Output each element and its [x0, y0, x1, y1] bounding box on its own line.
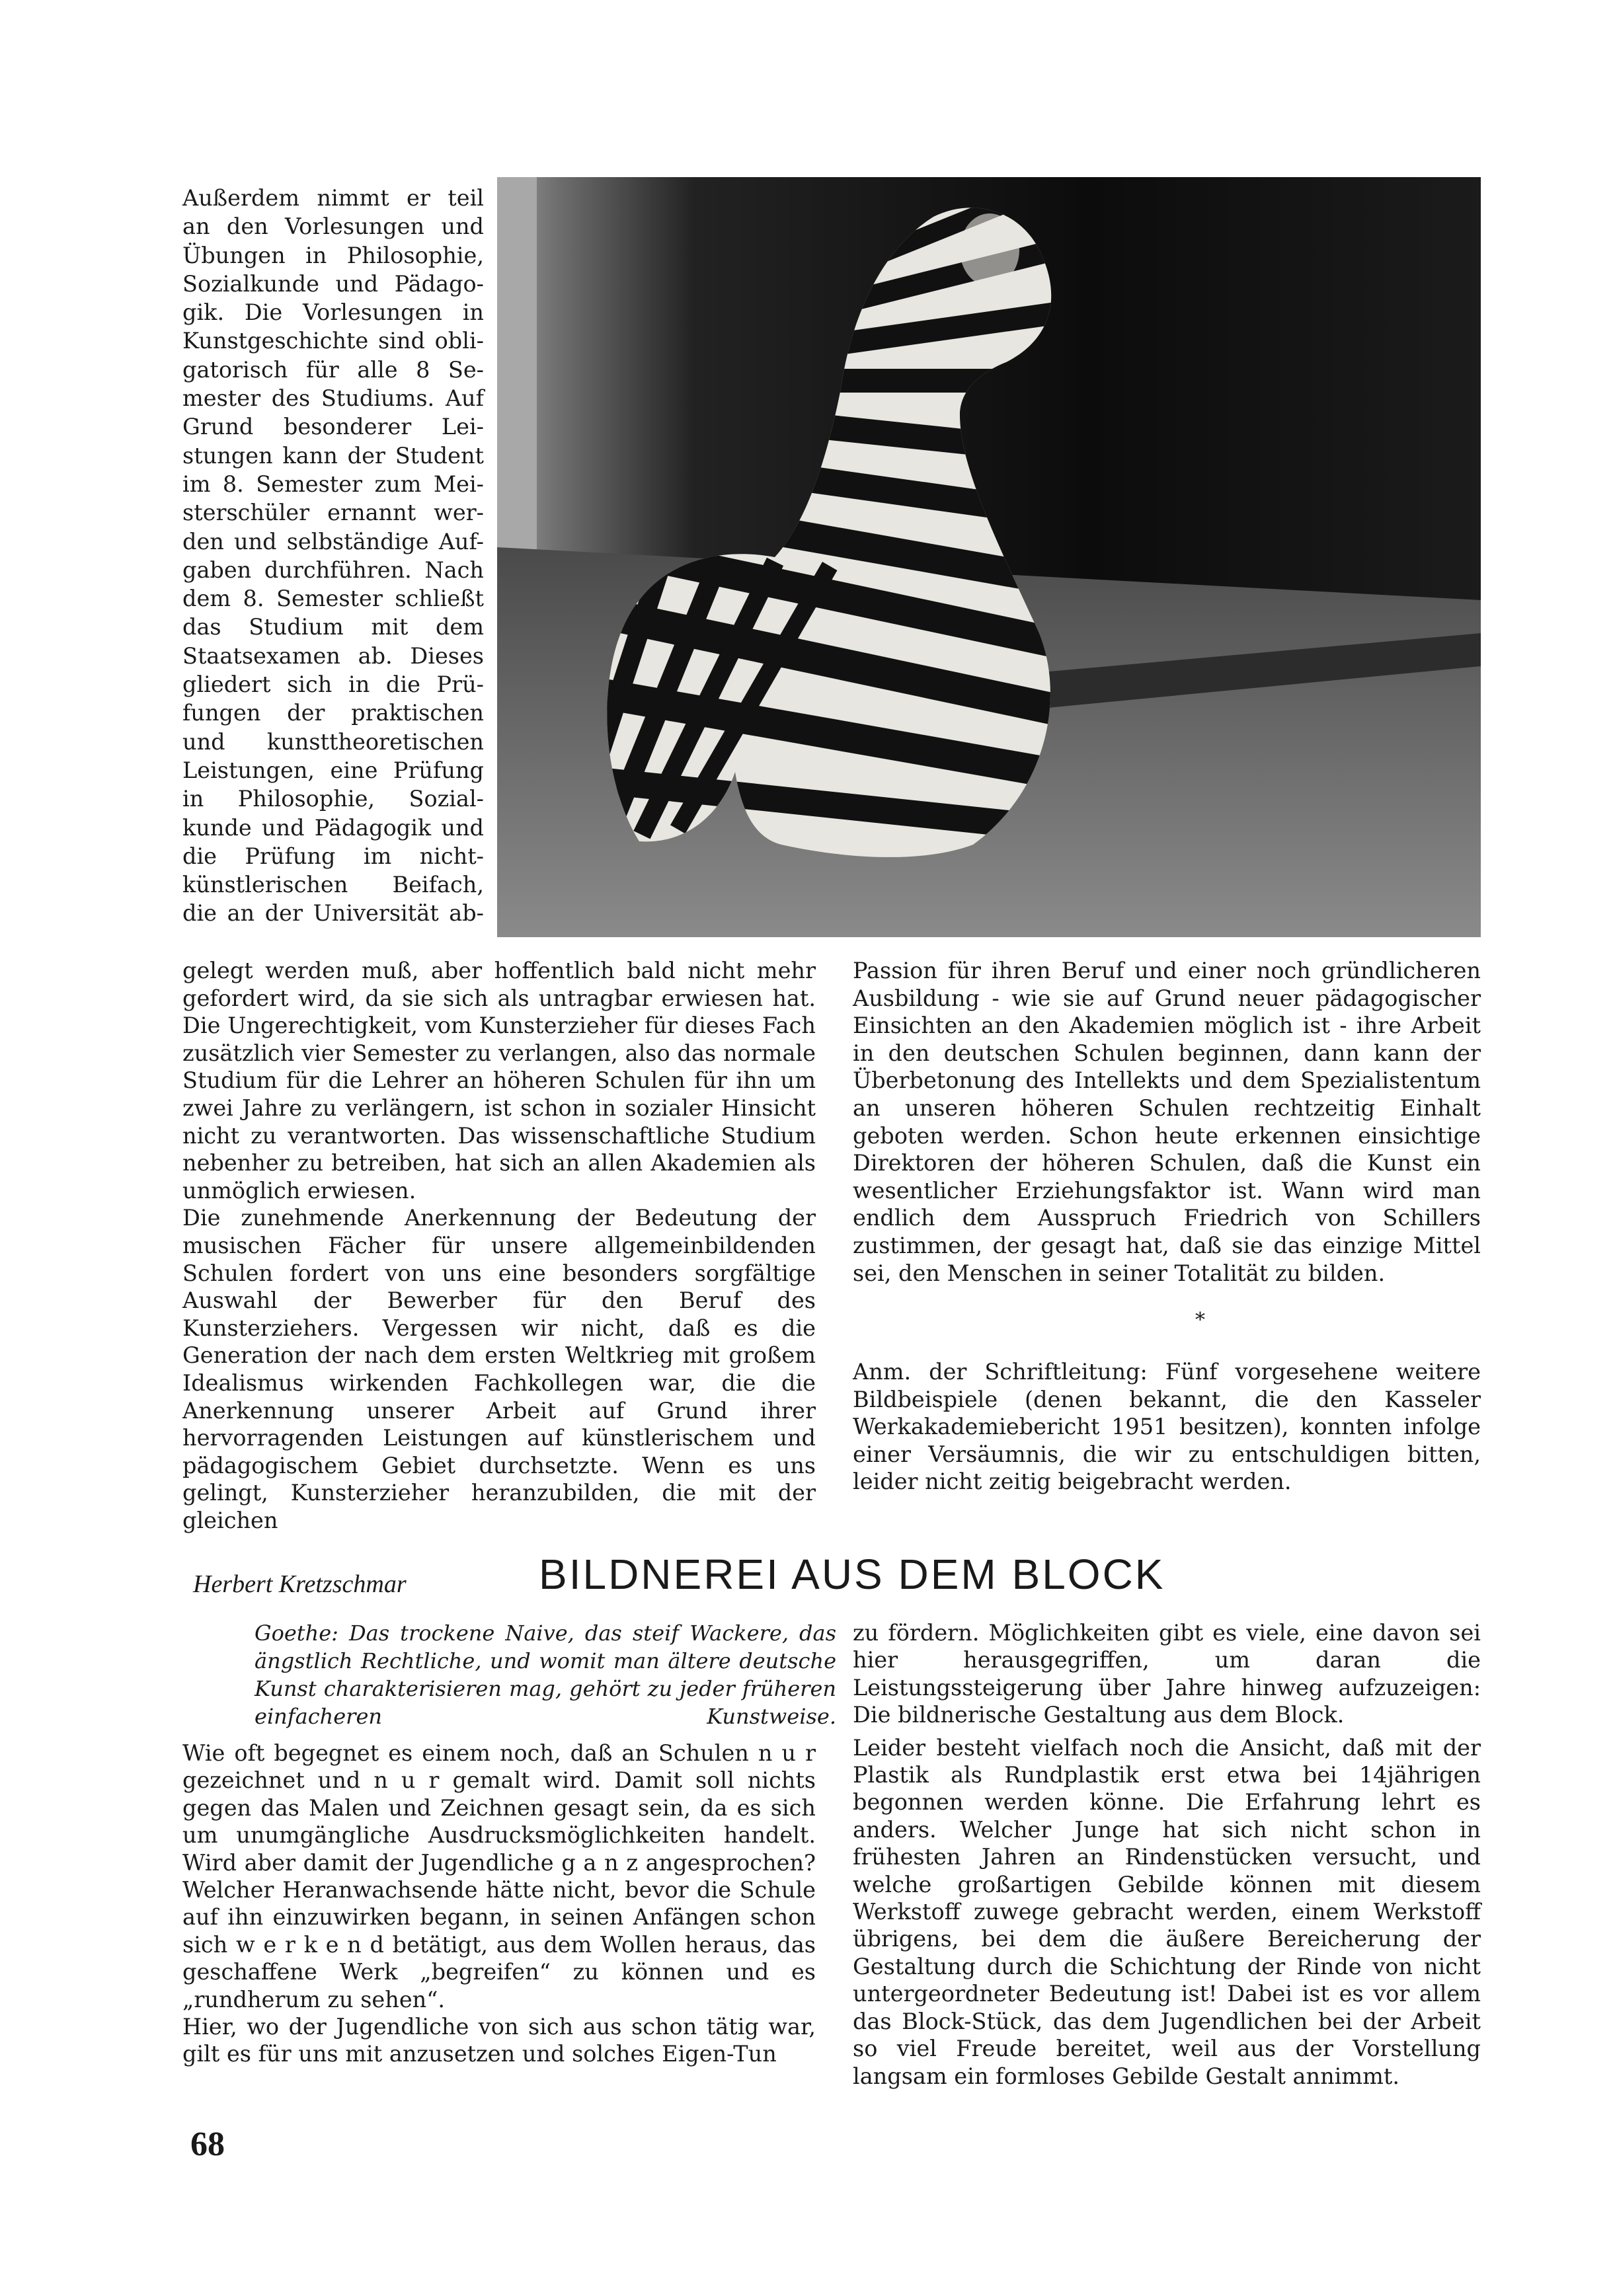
article-left-paragraph-2: Hier, wo der Jugendliche von sich aus schon tätig war, gilt es für uns mit anzusetzen und solches Eigen-Tun: [182, 2014, 816, 2067]
article-title: BILDNEREI AUS DEM BLOCK: [539, 1550, 1165, 1598]
narrow-column-line: Staatsexamen ab. Dieses: [182, 642, 484, 669]
left-paragraph-2: Die zunehmende Anerkennung der Bedeutung der musischen Fächer für unsere allgemeinbildenden Schulen fordert von uns eine besonders sorgfältige Auswahl der Bewerber für den Beruf des Kunsterziehers. Vergessen wir nicht, daß es die Generation der nach dem ersten Weltkrieg mit großem Idealismus wirkenden Fachkollegen war, die die Anerkennung unserer Arbeit auf Grund ihrer hervorragenden Leistungen auf künstlerischem und pädagogischem Gebiet durchsetzte. Wenn es uns gelingt, Kunsterzieher heranzubilden, die mit der gleichen: [182, 1205, 816, 1533]
narrow-text-column: [182, 184, 484, 928]
left-paragraph-1: gelegt werden muß, aber hoffentlich bald nicht mehr gefordert wird, da sie sich als untragbar erwiesen hat. Die Ungerechtigkeit, vom Kunsterzieher für dieses Fach zusätzlich vier Semester zu verlangen, also das normale Studium für die Lehrer an höheren Schulen für ihn um zwei Jahre zu verlängern, ist schon in sozialer Hinsicht nicht zu verantworten. Das wissenschaftliche Studium nebenher zu betreiben, hat sich an allen Akademien als unmöglich erwiesen.: [182, 958, 816, 1204]
editor-note-text: Anm. der Schriftleitung: Fünf vorgesehene weitere Bildbeispiele (denen bekannt, die den Kasseler Werkakademiebericht 1951 besitzen), konnten infolge einer Versäumnis, die wir zu entschuldigen bitten, leider nicht zeitig beigebracht werden.: [853, 1359, 1481, 1495]
narrow-column-line: in Philosophie, Sozial-: [182, 786, 484, 812]
narrow-column-line: Kunstgeschichte sind obli-: [182, 328, 484, 354]
article-right-column: [853, 1619, 1481, 2090]
left-column-lower: [182, 957, 816, 1534]
editor-note: [853, 1358, 1481, 1496]
article-left-column: [182, 1740, 816, 2068]
right-paragraph-1: Passion für ihren Beruf und einer noch gründlicheren Ausbildung - wie sie auf Grund neuer pädagogischer Einsichten an den Akademien möglich ist - ihre Arbeit in den deutschen Schulen beginnen, dann kann der Überbetonung des Intellekts und dem Spezialistentum an unseren höheren Schulen rechtzeitig Einhalt geboten werden. Schon heute erkennen einsichtige Direktoren der höheren Schulen, daß die Kunst ein wesentlicher Erziehungsfaktor ist. Wann wird man endlich dem Ausspruch Friedrich von Schillers zustimmen, der gesagt hat, daß sie das einzige Mittel sei, den Menschen in seiner Totalität zu bilden.: [853, 958, 1481, 1286]
narrow-column-line: fungen der praktischen: [182, 700, 484, 726]
narrow-column-line: gik. Die Vorlesungen in: [182, 299, 484, 326]
separator-star: *: [1195, 1309, 1205, 1332]
narrow-column-line: Grund besonderer Lei-: [182, 414, 484, 440]
narrow-column-line: dem 8. Semester schließt: [182, 586, 484, 612]
narrow-column-line: die an der Universität ab-: [182, 900, 484, 927]
goethe-quote-text: Goethe: Das trockene Naive, das steif Wackere, das ängstlich Rechtliche, und womit man ältere deutsche Kunst charakterisieren mag, gehört zu jeder früheren einfacheren Kunstweise.: [255, 1621, 836, 1729]
narrow-column-line: an den Vorlesungen und: [182, 213, 484, 240]
zebra-sculpture-photo: [497, 177, 1481, 937]
narrow-column-line: mester des Studiums. Auf: [182, 385, 484, 412]
narrow-column-line: Außerdem nimmt er teil: [182, 185, 484, 211]
goethe-quote: [255, 1619, 836, 1730]
narrow-column-line: gliedert sich in die Prü-: [182, 671, 484, 698]
narrow-column-line: im 8. Semester zum Mei-: [182, 471, 484, 497]
narrow-column-line: künstlerischen Beifach,: [182, 872, 484, 898]
narrow-column-line: Sozialkunde und Pädago-: [182, 270, 484, 297]
page-number: 68: [190, 2125, 225, 2163]
narrow-column-line: Übungen in Philosophie,: [182, 242, 484, 268]
narrow-column-line: stungen kann der Student: [182, 442, 484, 469]
zebra-sculpture-image: [497, 177, 1481, 937]
narrow-column-line: die Prüfung im nicht-: [182, 843, 484, 869]
narrow-column-line: und kunsttheoretischen: [182, 728, 484, 755]
narrow-column-line: sterschüler ernannt wer-: [182, 500, 484, 526]
narrow-column-line: kunde und Pädagogik und: [182, 814, 484, 841]
right-column: [853, 957, 1481, 1287]
article-right-paragraph-2: Leider besteht vielfach noch die Ansicht, daß mit der Plastik als Rundplastik erst etwa bei 14jährigen begonnen werden könne. Die Erfahrung lehrt es anders. Welcher Junge hat sich nicht schon in frühesten Jahren an Rindenstücken versucht, und welche großartigen Gebilde können mit diesem Werkstoff zuwege gebracht werden, einem Werkstoff übrigens, bei dem die äußere Bereicherung der Gestaltung durch die Schichtung der Rinde von nicht untergeordneter Bedeutung ist! Dabei ist es vor allem das Block-Stück, das dem Jugendlichen bei der Arbeit so viel Freude bereitet, weil aus der Vorstellung langsam ein formloses Gebilde Gestalt annimmt.: [853, 1734, 1481, 2089]
narrow-column-line: gatorisch für alle 8 Se-: [182, 356, 484, 383]
article-author: Herbert Kretzschmar: [193, 1570, 407, 1598]
narrow-column-line: gaben durchführen. Nach: [182, 556, 484, 583]
narrow-column-line: das Studium mit dem: [182, 614, 484, 640]
article-left-paragraph-1: Wie oft begegnet es einem noch, daß an Schulen n u r gezeichnet und n u r gemalt wird. Damit soll nichts gegen das Malen und Zeichnen gesagt sein, da es sich um unumgängliche Ausdrucksmöglichkeiten handelt. Wird aber damit der Jugendliche g a n z angesprochen? Welcher Heranwachsende hätte nicht, bevor die Schule auf ihn einzuwirken begann, in seinen Anfängen schon sich w e r k e n d betätigt, aus dem Wollen heraus, das geschaffene Werk „begreifen“ zu können und es „rundherum zu sehen“.: [182, 1740, 816, 2012]
narrow-column-line: den und selbständige Auf-: [182, 528, 484, 555]
article-right-paragraph-1: zu fördern. Möglichkeiten gibt es viele, eine davon sei hier herausgegriffen, um daran die Leistungssteigerung über Jahre hinweg aufzuzeigen: Die bildnerische Gestaltung aus dem Block.: [853, 1620, 1481, 1728]
narrow-column-line: Leistungen, eine Prüfung: [182, 757, 484, 783]
